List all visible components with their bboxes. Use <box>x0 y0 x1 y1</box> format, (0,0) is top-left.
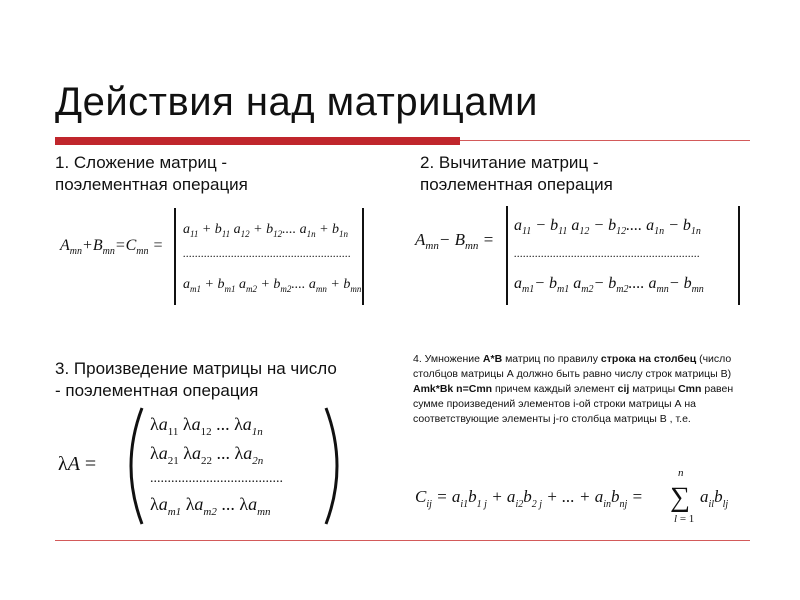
svg-text:l = 1: l = 1 <box>674 513 695 525</box>
svg-text:am1− bm1 am2− bm2.... amn− bm: $a_{m1}- b_{m1}$ $a_{m2}- b_{m2}$.... $a_{mn}- b_{mn}$ <box>514 275 704 295</box>
rule-prefix: 4. Умножение <box>413 353 483 365</box>
multiplication-element-paragraph <box>413 382 753 427</box>
rule-mid: матриц по правилу <box>502 353 601 365</box>
svg-text:Amn+Bmn=Cmn =: $A_{mn}+B_{mn}=C_{mn}$ = <box>60 237 164 257</box>
scalar-formula <box>58 402 348 532</box>
section-addition-line1: 1. Сложение матриц - <box>55 153 228 172</box>
section-scalar-line1: 3. Произведение матрицы на число <box>55 359 337 378</box>
svg-text:Cij = ai1b1 j + ai2b2 j + ...: $C_{ij} = a_{i1}b_{1 j} + a_{i2}b_{2 j}$ + ... + $a_{in}b_{nj}$ = <box>415 487 643 510</box>
svg-text:λa21 λa22 ... λa2n: $\lambda a_{21}$ $\lambda a_{22}$ ... $\lambda a_{2n}$ <box>150 443 264 467</box>
svg-text:λam1 λam2 ... λamn: $\lambda a_{m1}$ $\lambda a_{m2}$ ... $\lambda a_{mn}$ <box>150 494 271 518</box>
product-formula <box>410 466 750 532</box>
rule-ab: А*В <box>482 353 503 365</box>
section-subtraction-line2: поэлементная операция <box>420 175 613 194</box>
element-desc: равен сумме произведений элементов i-ой строки матрицы А на соответствующие элементы j-го столбца матрицы В , т.е. <box>413 383 734 425</box>
section-scalar-line2: - поэлементная операция <box>55 381 259 400</box>
rule-condition: (число столбцов матрицы А должно быть равно числу строк матрицы В) <box>413 353 732 380</box>
bottom-rule <box>55 540 750 541</box>
svg-text:..............................: .............................................................. <box>514 246 700 260</box>
section-addition-line2: поэлементная операция <box>55 175 248 194</box>
svg-text:am1 + bm1 am2 + bm2.... amn +: $a_{m1} + b_{m1}$ $a_{m2} + b_{m2}$.... $a_{mn} + b_{mn}$ <box>183 277 362 294</box>
rule-row-col: строка на столбец <box>600 353 697 365</box>
svg-text:∑: ∑ <box>670 482 690 513</box>
section-multiplication-text <box>413 352 753 427</box>
svg-text:..............................: ........................................................ <box>183 246 351 260</box>
svg-text:ailblj: $a_{il}b_{lj}$ <box>700 487 729 510</box>
svg-text:λA =: λA = <box>58 453 97 475</box>
svg-text:..............................: ...................................... <box>150 471 283 486</box>
multiplication-rule-paragraph <box>413 352 753 382</box>
element-mid: матрицы <box>629 383 679 395</box>
element-cij: cij <box>617 383 630 395</box>
svg-text:λa11 λa12 ... λa1n: $\lambda a_{11}$ $\lambda a_{12}$ ... $\lambda a_{1n}$ <box>150 414 263 438</box>
svg-text:a11 + b11 a12 + b12.... a1n +: $a_{11} + b_{11}$ $a_{12} + b_{12}$.... $a_{1n} + b_{1n}$ <box>183 222 349 239</box>
svg-text:n: n <box>678 467 684 479</box>
section-subtraction-line1: 2. Вычитание матриц - <box>420 153 599 172</box>
section-scalar-heading <box>55 358 337 402</box>
subtraction-formula <box>412 200 747 310</box>
svg-text:Amn− Bmn =: $A_{mn}- B_{mn}$ = <box>415 230 495 252</box>
dims-formula: Amk*Bk n=Cmn <box>413 383 493 395</box>
title-rule-accent <box>55 137 460 145</box>
element-cmn: Cmn <box>678 383 702 395</box>
slide-title: Действия над матрицами <box>55 80 538 124</box>
svg-text:a11 − b11 a12 − b12.... a1n −: $a_{11} - b_{11}$ $a_{12} - b_{12}$.... $a_{1n} - b_{1n}$ <box>514 217 701 237</box>
addition-formula <box>55 200 380 310</box>
section-addition-heading <box>55 152 248 196</box>
element-intro: причем каждый элемент <box>492 383 618 395</box>
section-subtraction-heading <box>420 152 613 196</box>
